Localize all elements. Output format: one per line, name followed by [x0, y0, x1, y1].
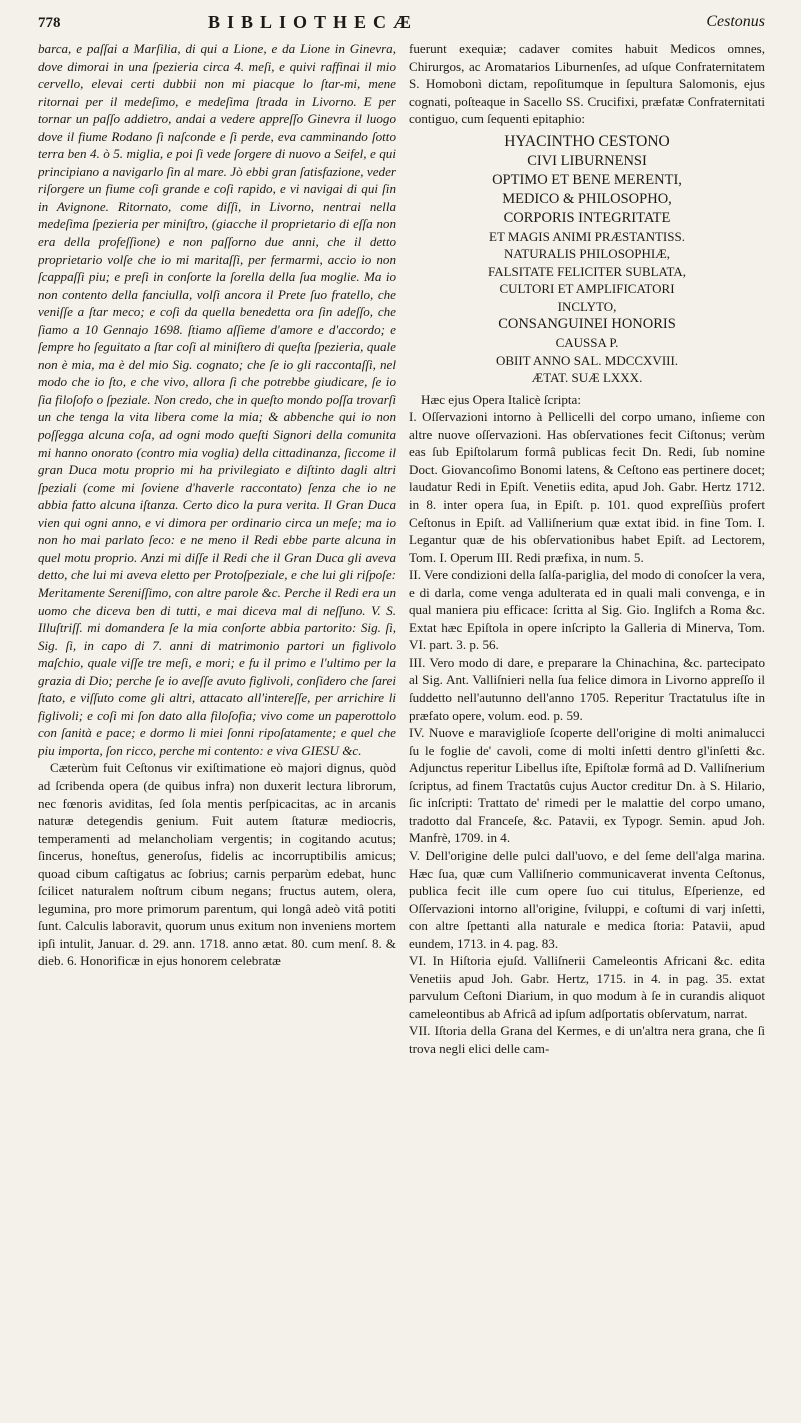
epitaph [409, 132, 765, 387]
epitaph-line: ET MAGIS ANIMI PRÆSTANTISS. [489, 228, 685, 244]
epitaph-line: CORPORIS INTEGRITATE [503, 209, 671, 226]
works-entry: VI. In Hiſtoria ejuſd. Valliſnerii Cameleontis Africani &c. edita Venetiis apud Joh. Gabr. Hertz, 1715. in 4. in pag. 35. extat parvulum Ceſtoni Diarium, in quo modum à ſe in curandis aliquot cameleontibus ab Africâ ad ipſum adſportatis obſervatum, narrat. [409, 953, 765, 1021]
works-entry: V. Dell'origine delle pulci dall'uovo, e del ſeme dell'alga marina. Hæc ſua, quæ cum Valliſnerio communicaverat inventa Ceſtonus, publica fecit ille cum opere ſuo cui titulus, Eſperienze, ed Oſſervazioni intorno all'origine, ſviluppi, e coſtumi di varj inſetti, con altre ſpettanti alla naturale e medica ſtoria: Patavii, apud eundem, 1713. in 4. pag. 83. [409, 847, 765, 951]
biography-paragraph: Cæterùm fuit Ceſtonus vir exiſtimatione eò majori dignus, quòd ad ſcribenda opera (de quibus infra) non duxerit lectura librorum, nec fœnoris aviditas, ſed ſola mentis perſpicacitas, ac in arcanis naturæ detegendis genium. Fuit autem ſtaturæ mediocris, temperamenti ad melancholiam vergentis; in cogitando acutus; ſincerus, honeſtus, generoſus, fidelis ac incorruptibilis amicus; quoad cibum caſtigatus ac ſobrius; carnis perparùm edebat, hunc ſcilicet naturalem noſtrum cibum negans; fructus autem, olera, legumina, pro more primorum parentum, qui longâ adeò vitâ potiti ſunt. Calculis laboravit, quorum unus exitum non inveniens mortem ipſi intulit, Januar. d. 29. ann. 1718. anno ætat. 80. cum menſ. 8. & dieb. 6. Honorificæ in ejus honorem celebratæ [38, 760, 396, 969]
running-header [38, 12, 765, 36]
funeral-paragraph: fuerunt exequiæ; cadaver comites habuit Medicos omnes, Chirurgos, ac Aromatarios Liburnenſes, ad uſque Confraternitatem S. Homobonì dictam, repoſitumque in ſepultura Salomonis, ejus cognati, poſteaque in Sacello SS. Crucifixi, præfatæ Confraternitati contiguo, cum ſequenti epitaphio: [409, 41, 765, 127]
epitaph-line: OBIIT ANNO SAL. MDCCXVIII. [495, 352, 679, 368]
works-entry: I. Oſſervazioni intorno à Pellicelli del corpo umano, inſieme con altre nuove oſſervazioni. Has obſervationes fecit Ciſtonus; verùm eas ſub Epiſtolarum formâ publicas fecit Dn. Redi, ſub nomine Doct. Giovancoſimo Bonomi latens, & Ceſtono eas pertinere docet; laudatur Redi in Epiſt. Venetiis edita, apud Joh. Gabr. Hertz 1712. in 8. inter opera ſua, in Epiſt. p. 101. quod expreſſiùs profert Ceſtonus in Epiſt. ad Valliſnerium quæ extat ibid. in fine Tom. I. Legantur quæ de his obſervationibus habet Epiſt. ad Lectorem, Tom. I. Operum III. Redi præfixa, in num. 5. [409, 409, 765, 565]
works-entry: IV. Nuove e maraviglioſe ſcoperte dell'origine di molti animalucci ſu le foglie de' cavoli, come di molti inſetti dentro gl'inſetti &c. Adjunctus reperitur Libellus iſte, Epiſtolæ formâ ad D. Valliſnerium ſcriptus, ad finem Tractatûs cujus Auctor creditur Dn. à S. Hilario, ſic inſcripti: Trattato de' rimedi per le malattie del corpo umano, tradotto dal Franceſe, &c. Patavii, ex Typogr. Semin. apud Joh. Manfrè, 1709. in 4. [409, 725, 765, 846]
works-entry: II. Vere condizioni della ſalſa-pariglia, del modo di conoſcer la vera, e di darla, come venga adulterata ed in quali mali convenga, e in qual maniera piu efficace: ſcritta al Sig. Gio. Inglifch a Roma &c. Extat hæc Epiſtola in opere inſcripto la Galleria di Minerva, Tom. VI. part. 3. p. 56. [409, 567, 765, 653]
epitaph-line: ÆTAT. SUÆ LXXX. [531, 370, 643, 386]
works-intro: Hæc ejus Opera Italicè ſcripta: [421, 391, 581, 407]
epitaph-line: HYACINTHO CESTONO [504, 132, 670, 150]
epitaph-line: CIVI LIBURNENSI [527, 152, 647, 169]
epitaph-line: OPTIMO ET BENE MERENTI, [492, 171, 682, 188]
epitaph-line: CAUSSA P. [555, 335, 619, 351]
left-column [38, 40, 396, 1410]
running-head-name: Cestonus [706, 13, 765, 30]
works-entry: III. Vero modo di dare, e preparare la Chinachina, &c. partecipato al Sig. Ant. Valliſnieri nella ſua felice dimora in Livorno appreſſo il ſuddetto nell'autunno dell'anno 1705. Reperitur Tractatulus iſte in præfato opere, volum. eod. p. 59. [409, 654, 765, 723]
epitaph-line: MEDICO & PHILOSOPHO, [502, 190, 672, 207]
works-entry: VII. Iſtoria della Grana del Kermes, e di un'altra nera grana, che ſi trova negli elici delle cam- [409, 1023, 765, 1056]
running-title: BIBLIOTHECÆ [208, 12, 419, 32]
page-number: 778 [38, 15, 61, 31]
letter-paragraph: barca, e paſſai a Marſilia, di qui a Lione, e da Lione in Ginevra, dove dimorai in una ſpezieria circa 4. meſi, e quivi raffinai il mio cervello, elevai certi dubbii non mi piacque lo ſtar-mi, mene ritornai per il medeſimo, e medeſima ſtrada in Livorno. E per tornar un paſſo addietro, andai a vedere appreſſo Ginevra il luogo dove il fiume Rodano ſi naſconde e ſi perde, eva camminando ſotto terra ben 4. ò 5. miglia, e poi ſi vede ſorgere di nuovo a Seifel, e qui principiano a navigarlo ſin al mare. Jò ebbi gran ſatisfazione, veder riſorgere un fiume coſi grande e coſi rapido, e vi navigai di qui ſin in Avignone. Ritornato, come diſſi, in Livorno, nentrai nella medeſima ſpezieria per miniſtro, (giacche il proprietario di eſſa non era della profeſſione) e non paſſorno due anni, che il detto proprietario volſe che io mi maritaſſi, per fermarmi, accio io non ſcappaſſi piu; e preſi in conſorte la ſorella della ſua moglie. Ma io non contento della fanciulla, volſi ancora il Prete ſuo fratello, che veniſſe a ſtar meco; e coſi da quella benedetta ora ſin adeſſo, che ſiamo a 10 Gennajo 1698. ſtiamo aſſieme d'amore e d'accordo; e ſempre ho ſeguitato a ſtar coſi al miniſtero di queſta ſpezieria, quale non è mia, ma è del mio Sig. cognato; che ſe io gli raccontaſſi, nel modo che io ſto, e che vivo, allora ſi che potrebbe giudicare, ſe io ſia filoſofo o ſpeziale. Non credo, che in queſto mondo poſſa trovarſi un che tenga la vita libera come la mia; & abbenche qui io non poſſegga alcuna coſa, ad ogni modo queſti Signori della comunita mi hanno onorato (contro mia voglia) della cittadinanza, ſiccome il gran Duca motu proprio mi ha privilegiato e diſtinto dagli altri ſpeziali (come mi ſoviene d'haverle raccontato) ſenza che io ne abbia fatto alcuna iſtanza. Certo dico la pura verita. Il Gran Duca vien qui ogni anno, e vi dimora per ordinario circa un meſe; ma io non ho mai parlato ſeco: e ne meno il Redi ebbe parte alcuna in quel motu proprio. Anzi mi diſſe il Redi che il Gran Duca gli aveva detto, che lui mi aveva eletto per Protoſpeziale, e che lui gli riſpoſe: Meritamente Sereniſſimo, con altre parole &c. Perche il Redi era un uomo che diceva ben di tutti, e mai diceva mal di neſſuno. V. S. Illuſtriſſ. mi domandera ſe la mia conſorte abbia partorito: Sig. ſi, Sig. ſi, in capo di 7. anni di matrimonio partori un figlivolo maſchio, quale viſſe tre meſi, e mori; e fu il primo e l'ultimo per la grazia di Dio; perche ſe io aveſſe avuto figlivoli, conſidero che ſarei ſtato, e viſſuto come gli altri, attacato all'intereſſe, per arrichire li figlivoli; e coſi mi ſon dato alla filoſofia; vivo come un paperottolo con ſanità e pace; e dormo li miei ſonni ripoſatamente; e quel che piu importa, ſon ricco, perche mi contento: e viva GIESU &c. [38, 41, 396, 758]
epitaph-line: NATURALIS PHILOSOPHIÆ, [503, 246, 671, 262]
epitaph-line: INCLYTO, [557, 298, 617, 314]
epitaph-line: CULTORI ET AMPLIFICATORI [499, 281, 675, 297]
right-column [409, 40, 765, 1410]
epitaph-line: CONSANGUINEI HONORIS [498, 316, 676, 333]
epitaph-line: FALSITATE FELICITER SUBLATA, [487, 263, 687, 279]
